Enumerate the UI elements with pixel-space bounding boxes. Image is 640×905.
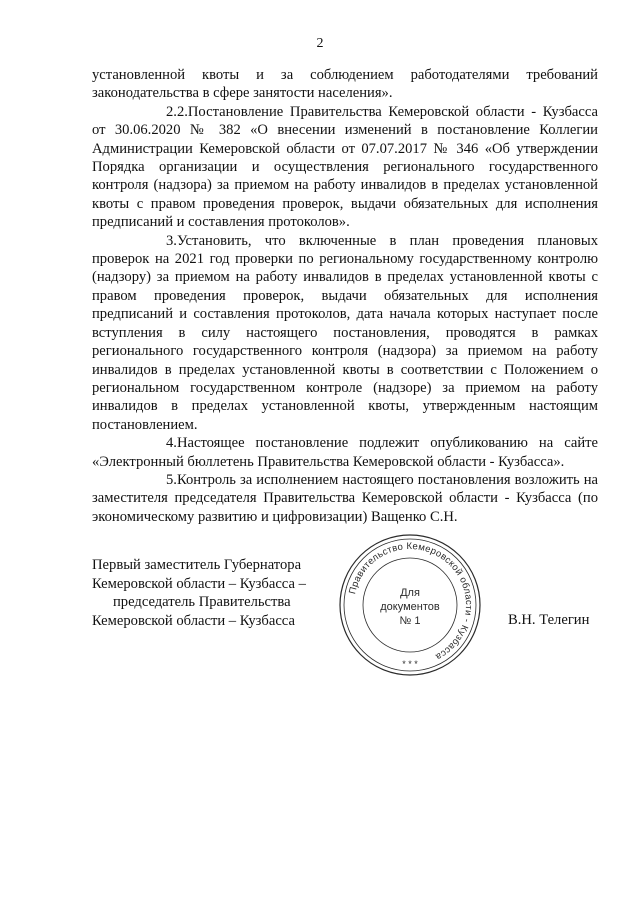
paragraph-5 [92,471,598,526]
paragraph-number: 2.2. [166,103,188,120]
paragraph-number: 4. [166,435,177,452]
page-number: 2 [316,36,324,51]
paragraph-3 [92,232,598,434]
stamp-center-line: № 1 [399,615,421,627]
signature-position-block [92,556,306,630]
paragraph-number: 5. [166,471,177,488]
signer-position-line: Кемеровской области – Кузбасса – [92,575,306,592]
paragraph-continuation [92,66,598,103]
paragraph-2-2 [92,103,598,232]
signer-position-line: Первый заместитель Губернатора [92,557,302,573]
paragraph-number: 3. [166,232,177,249]
stamp-ring-text: Правительство Кемеровской области - Кузбасса [347,540,475,663]
paragraph-text: Установить, что включенные в план проведения плановых проверок на 2021 год проверки по региональному государственному контролю (надзору) за приемом на работу инвалидов в пределах установленной квоты с правом проведения проверок, выдачи обязательных для исполнения предписаний и составления протоколов, дата начала которых наступает после вступления в силу настоящего постановления, проводятся в рамках регионального государственного контроля (надзора) за приемом на работу инвалидов в пределах установленной квоты в соответствии с Положением о региональном государственном контроле (надзоре) за приемом на работу инвалидов в пределах установленной квоты, утвержденным настоящим постановлением. [92,232,598,433]
paragraph-text: Настоящее постановление подлежит опубликованию на сайте «Электронный бюллетень Правительства Кемеровской области - Кузбасса». [92,435,598,470]
document-body [92,66,598,526]
paragraph-4 [92,434,598,471]
official-stamp [335,530,485,680]
paragraph-text: установленной квоты и за соблюдением работодателями требований законодательства в сфере занятости населения». [92,67,598,102]
signer-position-line: председатель Правительства [113,594,291,611]
paragraph-text: Постановление Правительства Кемеровской области - Кузбасса от 30.06.2020 № 382 «О внесении изменений в постановление Коллегии Администрации Кемеровской области от 07.07.2017 № 346 «Об утверждении Порядка организации и осуществления регионального государственного контроля (надзора) за приемом на работу инвалидов в пределах установленной квоты с правом проведения проверок, выдачи обязательных для исполнения предписаний и составления протоколов». [92,103,598,231]
paragraph-text: Контроль за исполнением настоящего постановления возложить на заместителя председателя Правительства Кемеровской области - Кузбасса (по экономическому развитию и цифровизации) Ващенко С.Н. [92,471,598,525]
stamp-center-line: документов [380,601,440,613]
signer-position-line: Кемеровской области – Кузбасса [92,612,295,629]
signer-name: В.Н. Телегин [508,612,590,628]
stamp-stars: * * * [402,659,418,669]
stamp-center-line: Для [400,587,420,599]
